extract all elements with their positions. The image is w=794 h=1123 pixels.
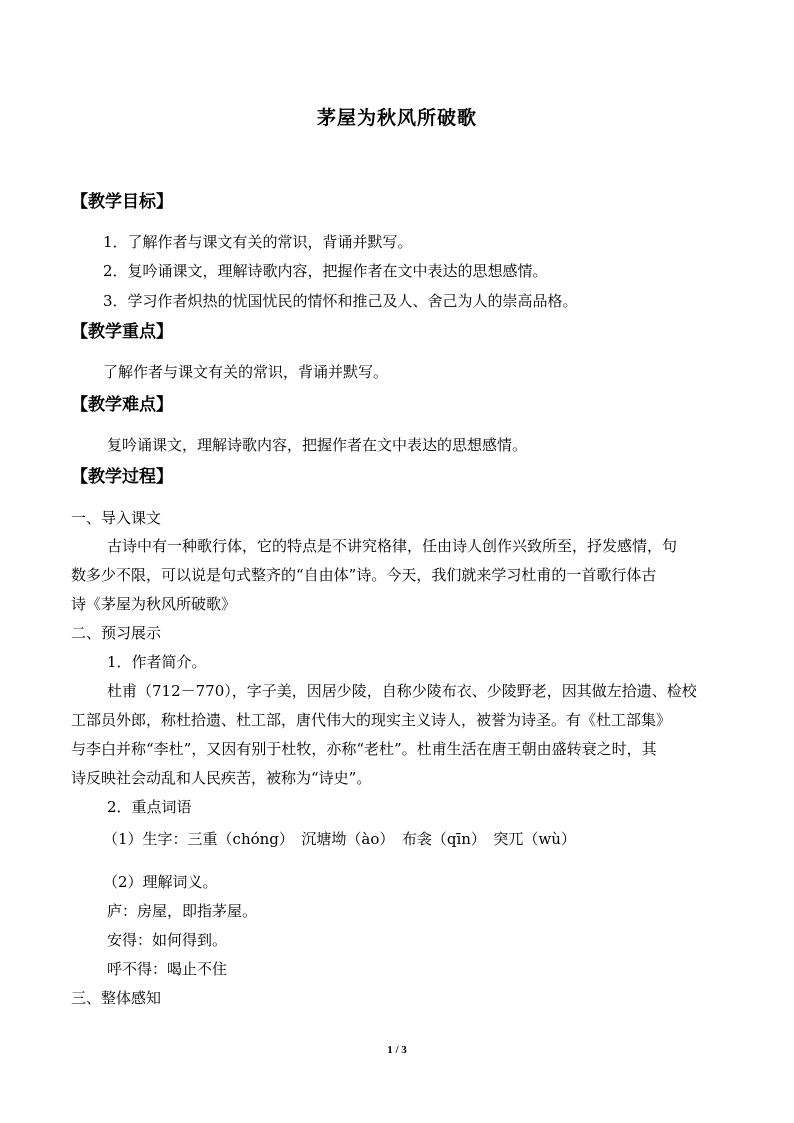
author-line-2: 工部员外郎，称杜拾遗、杜工部，唐代伟大的现实主义诗人，被誉为诗圣。有《杜工部集》 <box>71 711 672 729</box>
goal-item-2: 2．复吟诵课文，理解诗歌内容，把握作者在文中表达的思想感情。 <box>103 262 548 280</box>
page-title: 茅屋为秋风所破歌 <box>316 107 477 129</box>
key-points-text: 了解作者与课文有关的常识，背诵并默写。 <box>103 363 389 381</box>
process-heading: 【教学过程】 <box>71 467 173 487</box>
vocab-heading: 2．重点词语 <box>107 798 192 816</box>
goals-heading: 【教学目标】 <box>71 192 173 212</box>
goal-item-1: 1．了解作者与课文有关的常识，背诵并默写。 <box>103 233 413 251</box>
page-number: 1 / 3 <box>387 1044 407 1056</box>
part2-title: 二、预习展示 <box>71 624 162 642</box>
part1-line-3: 诗《茅屋为秋风所破歌》 <box>71 595 237 613</box>
difficulties-text: 复吟诵课文，理解诗歌内容，把握作者在文中表达的思想感情。 <box>107 436 528 454</box>
part1-title: 一、导入课文 <box>71 509 162 527</box>
goal-item-3: 3．学习作者炽热的忧国忧民的情怀和推己及人、舍己为人的崇高品格。 <box>103 292 578 310</box>
part3-title: 三、整体感知 <box>71 989 162 1007</box>
vocab-meaning-3: 呼不得：喝止不住 <box>107 960 228 978</box>
part1-line-2: 数多少不限，可以说是句式整齐的“自由体”诗。今天，我们就来学习杜甫的一首歌行体古 <box>71 566 657 584</box>
author-line-4: 诗反映社会动乱和人民疾苦，被称为“诗史”。 <box>71 769 372 787</box>
vocab-meaning-1: 庐：房屋，即指茅屋。 <box>107 902 258 920</box>
vocab-meaning-2: 安得：如何得到。 <box>107 931 228 949</box>
key-points-heading: 【教学重点】 <box>71 322 173 342</box>
vocab-chars: （1）生字：三重（chóng） 沉塘坳（ào） 布衾（qīn） 突兀（wù） <box>103 830 576 848</box>
difficulties-heading: 【教学难点】 <box>71 395 173 415</box>
part1-line-1: 古诗中有一种歌行体，它的特点是不讲究格律，任由诗人创作兴致所至，抒发感情，句 <box>107 537 678 555</box>
author-line-3: 与李白并称“李杜”，又因有别于杜牧，亦称“老杜”。杜甫生活在唐王朝由盛转衰之时，其 <box>71 740 657 758</box>
author-line-1: 杜甫（712－770），字子美，因居少陵，自称少陵布衣、少陵野老，因其做左拾遗、检校 <box>107 682 697 700</box>
author-heading: 1．作者简介。 <box>107 653 207 671</box>
vocab-meaning-heading: （2）理解词义。 <box>103 873 218 891</box>
